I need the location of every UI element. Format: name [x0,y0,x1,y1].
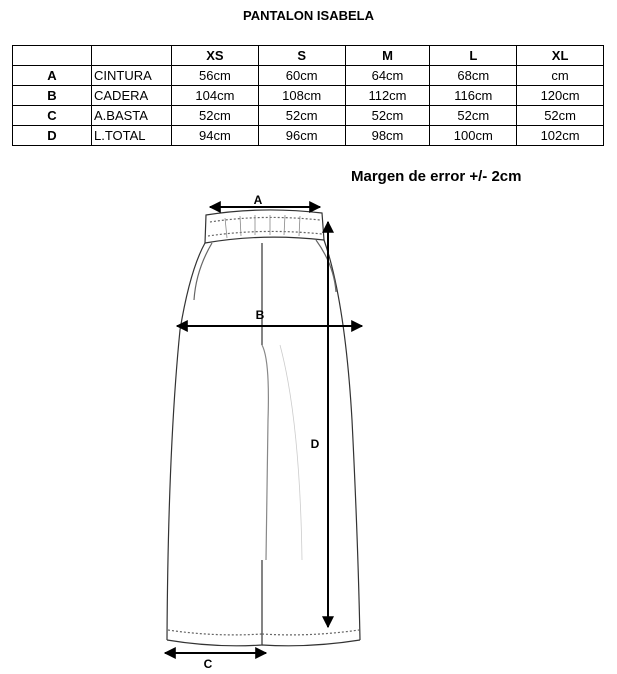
table-cell: 96cm [258,126,345,146]
table-cell: cm [517,66,604,86]
pants-outline [167,210,360,646]
row-label: CINTURA [92,66,172,86]
table-cell: 112cm [345,86,430,106]
row-key: D [13,126,92,146]
row-label: CADERA [92,86,172,106]
table-cell: 52cm [345,106,430,126]
table-cell: 56cm [172,66,259,86]
row-label: A.BASTA [92,106,172,126]
dimension-label-b: B [255,308,265,322]
table-cell: 52cm [430,106,517,126]
header-cell-xs: XS [172,46,259,66]
page-title: PANTALON ISABELA [243,8,374,23]
table-cell: 120cm [517,86,604,106]
table-cell: 52cm [258,106,345,126]
table-cell: 64cm [345,66,430,86]
table-cell: 52cm [517,106,604,126]
dimension-label-d: D [310,437,320,451]
table-cell: 104cm [172,86,259,106]
header-cell-l: L [430,46,517,66]
margin-note: Margen de error +/- 2cm [351,168,522,185]
table-cell: 98cm [345,126,430,146]
dimension-label-a: A [253,193,263,207]
header-cell-m: M [345,46,430,66]
table-cell: 102cm [517,126,604,146]
row-label: L.TOTAL [92,126,172,146]
header-cell-s: S [258,46,345,66]
dimension-label-c: C [203,657,213,671]
table-cell: 60cm [258,66,345,86]
table-cell: 52cm [172,106,259,126]
table-cell: 116cm [430,86,517,106]
row-key: A [13,66,92,86]
header-cell-xl: XL [517,46,604,66]
table-cell: 94cm [172,126,259,146]
table-cell: 108cm [258,86,345,106]
table-cell: 100cm [430,126,517,146]
row-key: B [13,86,92,106]
table-cell: 68cm [430,66,517,86]
row-key: C [13,106,92,126]
